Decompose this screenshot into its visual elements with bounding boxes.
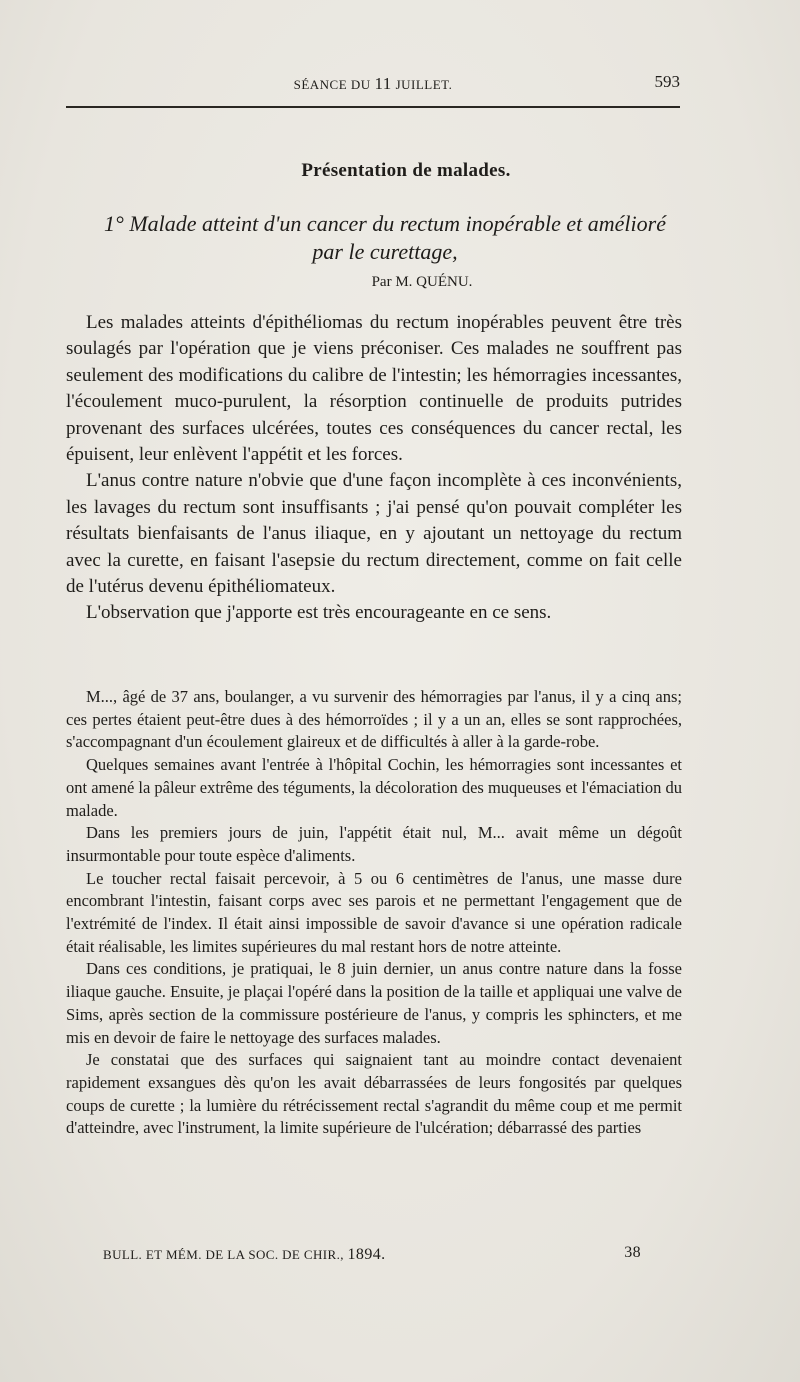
article-title-line-2: par le curettage, <box>312 239 458 264</box>
section-title: Présentation de malades. <box>301 160 511 181</box>
article-title-line-1: 1° Malade atteint d'un cancer du rectum inopérable et amélioré <box>104 211 666 236</box>
paragraph: L'observation que j'apporte est très encourageante en ce sens. <box>86 602 552 624</box>
paragraph: Je constatai que des surfaces qui saignaient tant au moindre contact devenaient rapidement exsangues dès qu'on les avait débarrassées de leurs fongosités par quelques coups de curette ; la lumière du rétrécissement rectal s'agrandit du même coup et me permit d'atteindre, avec l'instrument, la limite supérieure de l'ulcération; débarrassé des parties <box>66 1050 682 1138</box>
paragraph: M..., âgé de 37 ans, boulanger, a vu survenir des hémorragies par l'anus, il y a cinq ans; ces pertes étaient peut-être dues à des hémorroïdes ; il y a un an, elles se sont rapprochées, s'accompagnant d'un écoulement glaireux et de difficultés à aller à la garde-robe. <box>66 687 682 752</box>
paragraph: Le toucher rectal faisait percevoir, à 5 ou 6 centimètres de l'anus, une masse dure encombrant l'intestin, faisant corps avec ses parois et ne permettant l'engagement que de l'extrémité de l'index. Il était ainsi impossible de savoir d'avance si une opération radicale était réalisable, les limites supérieures du mal restant hors de notre atteinte. <box>66 868 682 956</box>
paragraph: Dans ces conditions, je pratiquai, le 8 juin dernier, un anus contre nature dans la fosse iliaque gauche. Ensuite, je plaçai l'opéré dans la position de la taille et appliquai une valve de Sims, après section de la commissure postérieure de l'anus, y compris les sphincters, et me mis en devoir de faire le nettoyage des surfaces malades. <box>66 959 682 1047</box>
page-header <box>66 74 680 100</box>
footer-journal: BULL. ET MÉM. DE LA SOC. DE CHIR., <box>103 1247 344 1262</box>
running-head-day: 11 <box>374 74 392 93</box>
page-footer <box>103 1246 641 1264</box>
footer-sheet-number: 38 <box>624 1244 641 1261</box>
case-observation-text <box>66 686 682 1140</box>
paragraph: Les malades atteints d'épithéliomas du rectum inopérables peuvent être très soulagés par l'opération que je viens préconiser. Ces malades ne souffrent pas seulement des modifications du calibre de l'intestin; les hémorragies incessantes, l'écoulement muco-purulent, la résorption continuelle de produits putrides provenant des surfaces ulcérées, toutes ces conséquences du cancer rectal, les épuisent, leur enlèvent l'appétit et les forces. <box>66 312 682 466</box>
paragraph: Quelques semaines avant l'entrée à l'hôpital Cochin, les hémorragies sont incessantes et ont amené la pâleur extrême des téguments, la décoloration des muqueuses et l'émaciation du malade. <box>66 755 683 820</box>
running-head-pre: SÉANCE DU <box>293 77 371 92</box>
byline: Par M. QUÉNU. <box>371 274 473 290</box>
article-title <box>88 210 682 266</box>
footer-year: 1894. <box>347 1246 386 1263</box>
paragraph: Dans les premiers jours de juin, l'appétit était nul, M... avait même un dégoût insurmontable pour toute espèce d'aliments. <box>66 823 682 865</box>
header-rule <box>66 106 680 108</box>
page-number: 593 <box>654 72 680 91</box>
running-head <box>66 74 680 94</box>
paragraph: L'anus contre nature n'obvie que d'une façon incomplète à ces inconvénients, les lavages du rectum sont insuffisants ; j'ai pensé qu'on pouvait compléter les résultats bienfaisants de l'anus iliaque, en y ajoutant un nettoyage du rectum avec la curette, en faisant l'asepsie du rectum directement, comme on fait celle de l'utérus devenu épithéliomateux. <box>66 470 682 598</box>
body-text-large <box>66 310 682 627</box>
running-head-post: JUILLET. <box>395 77 453 92</box>
